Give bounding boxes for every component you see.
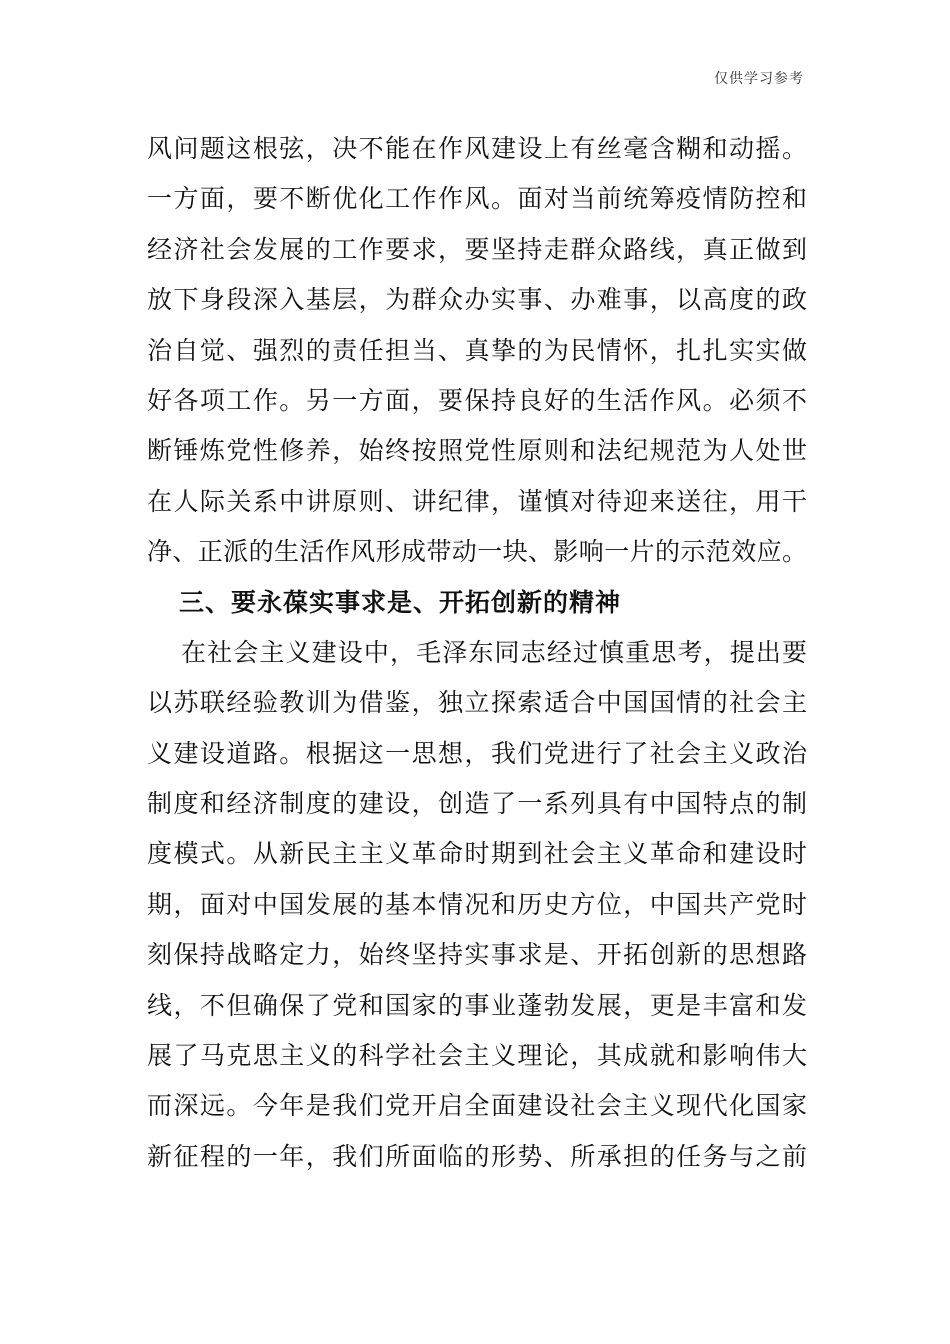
text-line: 义建设道路。根据这一思想，我们党进行了社会主义政治 <box>147 738 807 768</box>
text-line: 经济社会发展的工作要求，要坚持走群众路线，真正做到 <box>147 234 807 264</box>
text-line: 治自觉、强烈的责任担当、真挚的为民情怀，扎扎实实做 <box>147 335 807 365</box>
text-line: 在社会主义建设中，毛泽东同志经过慎重思考，提出要 <box>181 637 807 667</box>
text-line: 线，不但确保了党和国家的事业蓬勃发展，更是丰富和发 <box>147 990 807 1020</box>
text-line: 以苏联经验教训为借鉴，独立探索适合中国国情的社会主 <box>147 688 807 718</box>
text-line: 制度和经济制度的建设，创造了一系列具有中国特点的制 <box>147 789 807 819</box>
text-line: 期，面对中国发展的基本情况和历史方位，中国共产党时 <box>147 889 807 919</box>
text-line: 好各项工作。另一方面，要保持良好的生活作风。必须不 <box>147 385 807 415</box>
text-line: 在人际关系中讲原则、讲纪律，谨慎对待迎来送往，用干 <box>147 486 807 516</box>
header-note: 仅供学习参考 <box>714 71 804 87</box>
section-heading: 三、要永葆实事求是、开拓创新的精神 <box>179 587 622 617</box>
text-line: 度模式。从新民主主义革命时期到社会主义革命和建设时 <box>147 839 807 869</box>
paragraph-section-three <box>147 628 807 1182</box>
text-line: 而深远。今年是我们党开启全面建设社会主义现代化国家 <box>147 1091 807 1121</box>
text-line: 展了马克思主义的科学社会主义理论，其成就和影响伟大 <box>147 1041 807 1071</box>
text-line: 放下身段深入基层，为群众办实事、办难事，以高度的政 <box>147 285 807 315</box>
text-line: 刻保持战略定力，始终坚持实事求是、开拓创新的思想路 <box>147 940 807 970</box>
document-body <box>147 124 807 1182</box>
paragraph-prev <box>147 124 807 578</box>
text-line: 断锤炼党性修养，始终按照党性原则和法纪规范为人处世 <box>147 436 807 466</box>
text-line: 一方面，要不断优化工作作风。面对当前统筹疫情防控和 <box>147 184 807 214</box>
text-line: 风问题这根弦，决不能在作风建设上有丝毫含糊和动摇。 <box>147 134 807 163</box>
text-line: 净、正派的生活作风形成带动一块、影响一片的示范效应。 <box>147 537 807 567</box>
text-line: 新征程的一年，我们所面临的形势、所承担的任务与之前 <box>147 1141 807 1171</box>
